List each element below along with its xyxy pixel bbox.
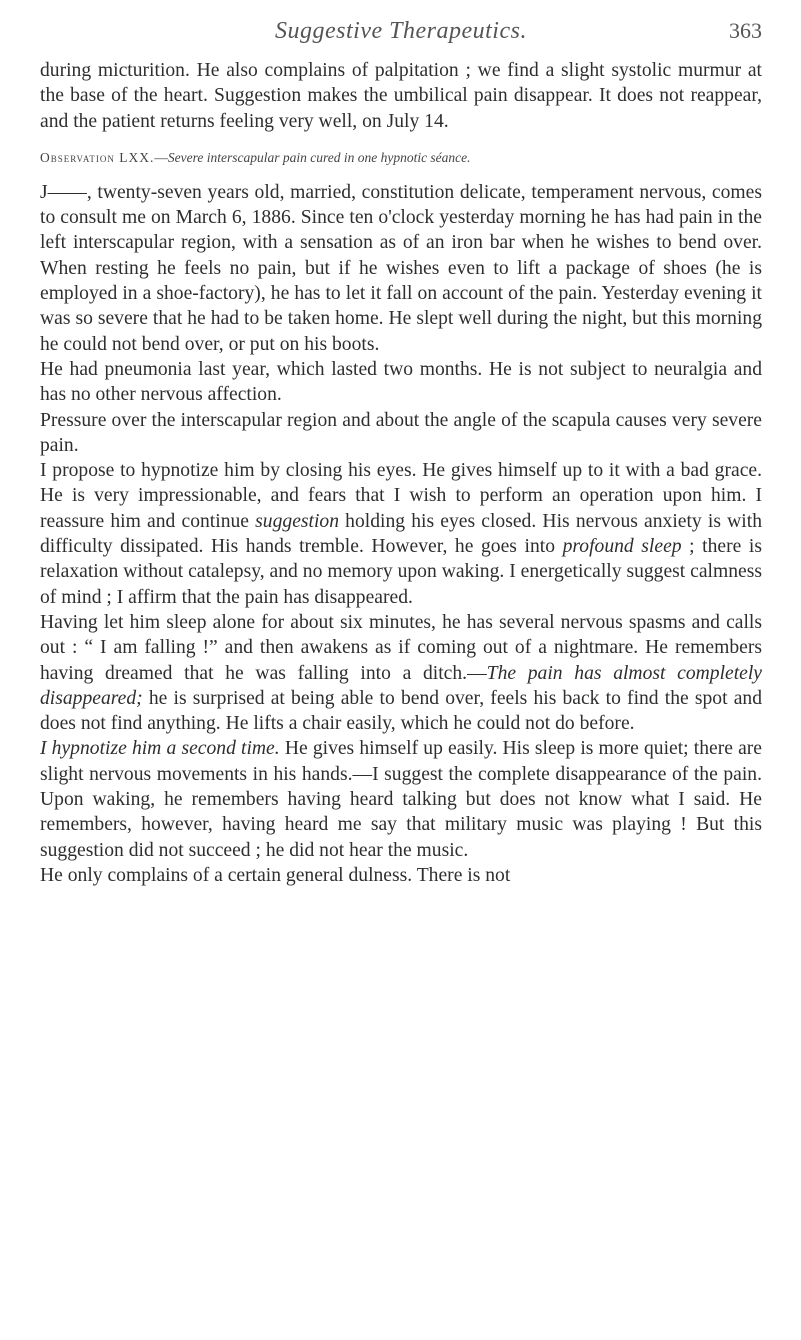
italic-run: suggestion (255, 510, 339, 532)
paragraph-final: He only complains of a certain general dulness. There is not (40, 864, 511, 886)
observation-label: Observation LXX. (40, 149, 155, 165)
body-text (40, 58, 762, 888)
paragraph-awakening (40, 610, 762, 736)
running-title: Suggestive Therapeutics. (275, 18, 527, 44)
paragraph-examination: Pressure over the interscapular region and about the angle of the scapula causes very severe pain. (40, 409, 762, 456)
paragraph-second-hypnosis (40, 736, 762, 862)
text-run: ; there is relaxation without catalepsy, and no memory upon waking. I energetically suggest calmness of mind ; I affirm that the pain has disappeared. (40, 536, 762, 608)
italic-run: I hypnotize him a second time. (40, 738, 280, 760)
text-run: He gives himself up easily. His sleep is more quiet; there are slight nervous movements in his hands.—I suggest the complete disappearance of the pain. Upon waking, he remembers having heard talking but does not know what I said. He remembers, however, having heard me say that military music was playing ! But this suggestion did not succeed ; he did not hear the music. (40, 738, 762, 861)
italic-run: The pain has almost completely disappeared; (40, 662, 763, 709)
running-head (40, 0, 762, 58)
book-page (40, 0, 762, 888)
observation-title: Severe interscapular pain cured in one hypnotic séance. (167, 149, 471, 165)
text-run: he is surprised at being able to bend over, feels his back to find the spot and does not find anything. He lifts a chair easily, which he could not do before. (40, 687, 762, 735)
observation-dash: — (154, 149, 168, 165)
italic-run: profound sleep (562, 536, 682, 558)
paragraph-first-hypnosis (40, 458, 762, 610)
text-run: I propose to hypnotize him by closing his eyes. He gives himself up to it with a bad grace. He is very impressionable, and fears that I wish to perform an operation upon him. I reassure him and continue (40, 460, 762, 532)
text-run: holding his eyes closed. His nervous anxiety is with difficulty dissipated. His hands tremble. However, he goes into (40, 510, 762, 558)
paragraph-continued: during micturition. He also complains of palpitation ; we find a slight systolic murmur at the base of the heart. Suggestion makes the umbilical pain disappear. It does not reappear, and the patient returns feeling very well, on July 14. (40, 60, 762, 132)
text-run: Having let him sleep alone for about six minutes, he has several nervous spasms and calls out : “ I am falling !” and then awakens as if coming out of a nightmare. He remembers having dreamed that he was falling into a ditch.— (40, 611, 762, 684)
observation-heading (40, 148, 762, 168)
page-number: 363 (729, 18, 762, 43)
paragraph-medical-history: He had pneumonia last year, which lasted two months. He is not subject to neuralgia and has no other nervous affection. (40, 358, 762, 406)
paragraph-case-history: J——, twenty-seven years old, married, constitution delicate, temperament nervous, comes to consult me on March 6, 1886. Since ten o'clock yesterday morning he has had pain in the left interscapular region, with a sensation as of an iron bar when he wishes to bend over. When resting he feels no pain, but if he wishes even to lift a package of shoes (he is employed in a shoe-factory), he has to let it fall on account of the pain. Yesterday evening it was so severe that he had to be taken home. He slept well during the night, but this morning he could not bend over, or put on his boots. (40, 181, 762, 355)
